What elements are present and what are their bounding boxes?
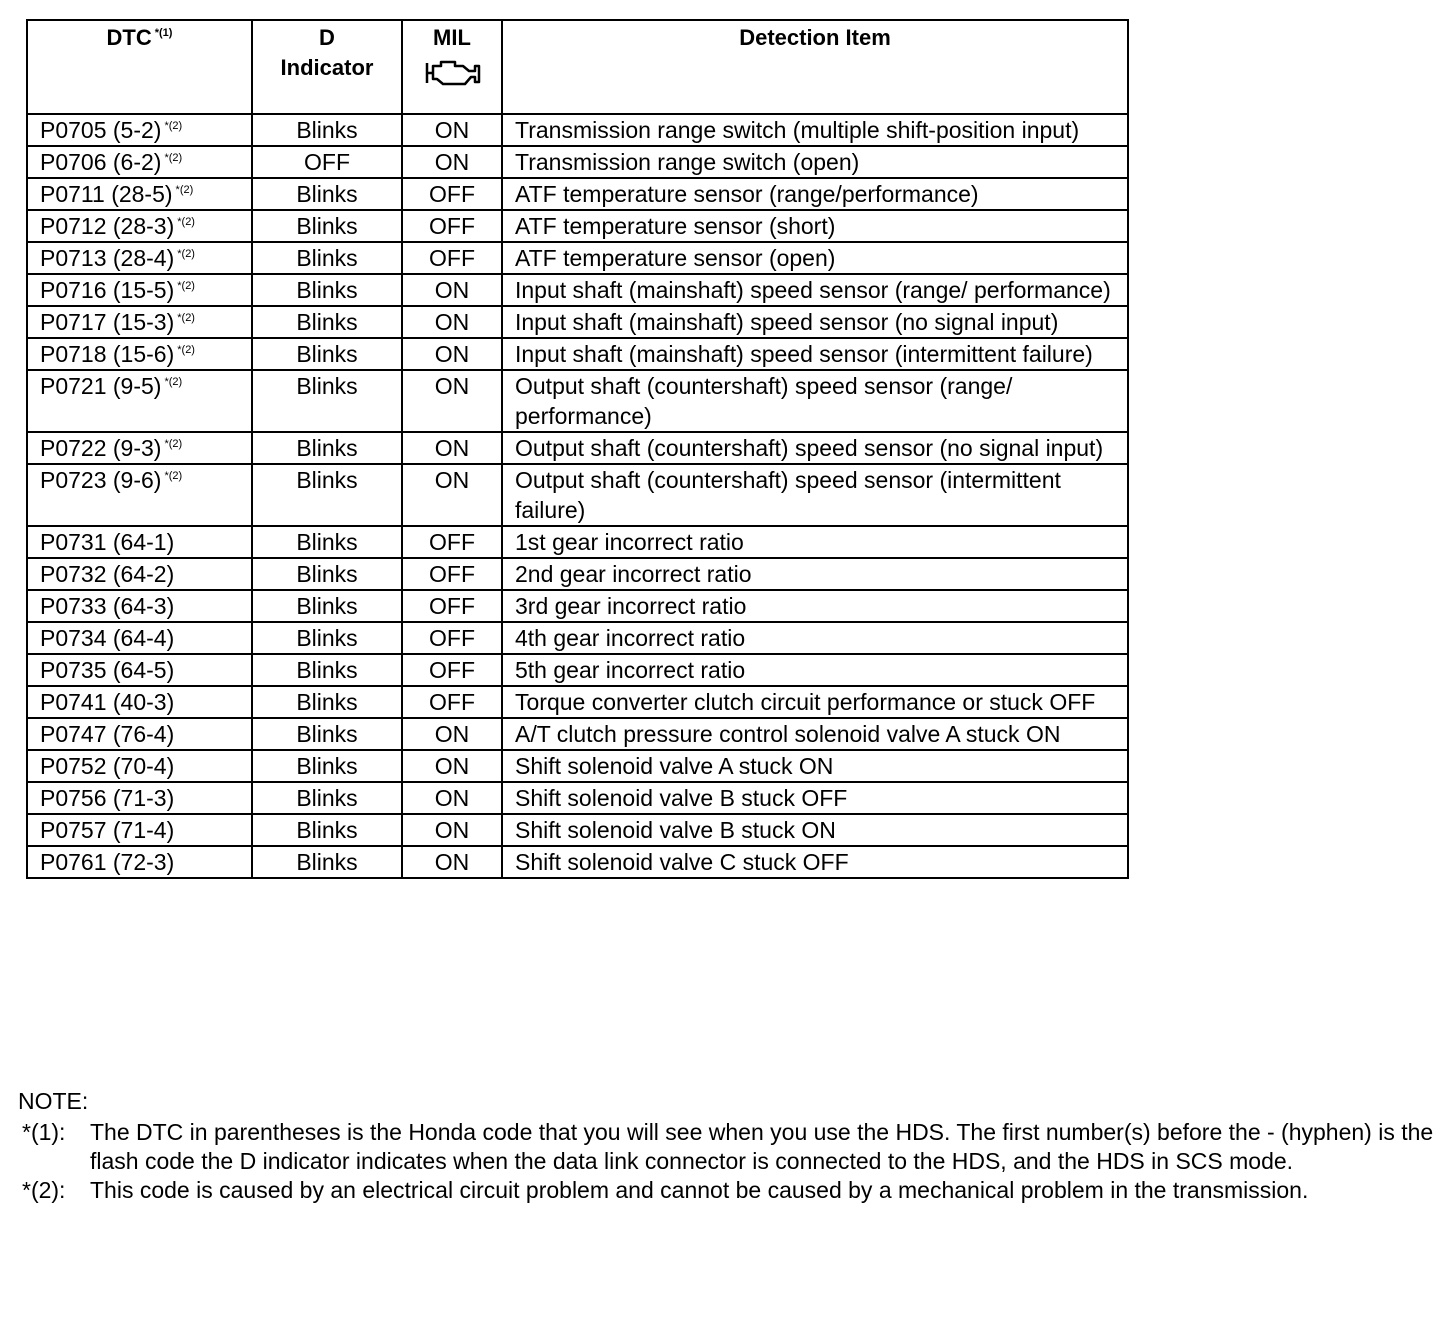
cell-dtc — [27, 210, 252, 242]
dtc-code: P0735 (64-5) — [40, 657, 175, 683]
cell-dtc — [27, 750, 252, 782]
cell-mil: ON — [402, 114, 502, 146]
note-mark: *(1): — [22, 1119, 66, 1145]
dtc-code: P0723 (9-6) — [40, 467, 162, 493]
cell-dtc — [27, 526, 252, 558]
note-mark: *(2): — [22, 1177, 66, 1203]
header-mil-label: MIL — [433, 25, 471, 50]
header-detection-item — [502, 20, 1128, 114]
cell-detection-item: ATF temperature sensor (open) — [502, 242, 1128, 274]
dtc-footnote: *(2) — [177, 216, 195, 228]
header-mil — [402, 20, 502, 114]
cell-d-indicator: OFF — [252, 146, 402, 178]
cell-mil: OFF — [402, 242, 502, 274]
cell-d-indicator: Blinks — [252, 590, 402, 622]
note-text: This code is caused by an electrical circuit problem and cannot be caused by a mechanical problem in the transmission. — [90, 1177, 1309, 1203]
dtc-footnote: *(2) — [164, 152, 183, 164]
dtc-code: P0731 (64-1) — [40, 529, 175, 555]
dtc-code: P0752 (70-4) — [40, 753, 175, 779]
table-header-row — [27, 20, 1128, 114]
dtc-footnote: *(2) — [177, 248, 195, 260]
cell-detection-item: A/T clutch pressure control solenoid valve A stuck ON — [502, 718, 1128, 750]
table-row — [27, 274, 1128, 306]
table-row — [27, 558, 1128, 590]
cell-d-indicator: Blinks — [252, 178, 402, 210]
table-row — [27, 782, 1128, 814]
table-row — [27, 622, 1128, 654]
note-item-2 — [18, 1176, 1438, 1205]
cell-detection-item: Input shaft (mainshaft) speed sensor (range/ performance) — [502, 274, 1128, 306]
cell-mil: ON — [402, 370, 502, 432]
cell-dtc — [27, 558, 252, 590]
note-item-1 — [18, 1118, 1438, 1176]
header-d-indicator — [252, 20, 402, 114]
cell-mil: OFF — [402, 686, 502, 718]
dtc-code: P0741 (40-3) — [40, 689, 175, 715]
dtc-code: P0711 (28-5) — [40, 181, 173, 207]
notes-section — [18, 1086, 1438, 1205]
cell-dtc — [27, 654, 252, 686]
cell-dtc — [27, 274, 252, 306]
table-row — [27, 432, 1128, 464]
cell-mil: ON — [402, 432, 502, 464]
cell-dtc — [27, 370, 252, 432]
cell-mil: ON — [402, 306, 502, 338]
dtc-code: P0722 (9-3) — [40, 435, 162, 461]
dtc-footnote: *(2) — [177, 312, 195, 324]
cell-mil: OFF — [402, 526, 502, 558]
cell-detection-item: ATF temperature sensor (short) — [502, 210, 1128, 242]
cell-detection-item: Shift solenoid valve B stuck ON — [502, 814, 1128, 846]
cell-detection-item: Shift solenoid valve A stuck ON — [502, 750, 1128, 782]
cell-detection-item: Input shaft (mainshaft) speed sensor (no signal input) — [502, 306, 1128, 338]
cell-mil: ON — [402, 464, 502, 526]
header-dtc — [27, 20, 252, 114]
cell-detection-item: 4th gear incorrect ratio — [502, 622, 1128, 654]
dtc-code: P0706 (6-2) — [40, 149, 162, 175]
dtc-footnote: *(2) — [164, 120, 183, 132]
cell-detection-item: Input shaft (mainshaft) speed sensor (intermittent failure) — [502, 338, 1128, 370]
cell-mil: ON — [402, 718, 502, 750]
cell-dtc — [27, 178, 252, 210]
cell-dtc — [27, 718, 252, 750]
cell-detection-item: Shift solenoid valve B stuck OFF — [502, 782, 1128, 814]
cell-d-indicator: Blinks — [252, 306, 402, 338]
cell-d-indicator: Blinks — [252, 750, 402, 782]
table-body — [27, 114, 1128, 878]
cell-dtc — [27, 464, 252, 526]
cell-detection-item: ATF temperature sensor (range/performance) — [502, 178, 1128, 210]
table-row — [27, 178, 1128, 210]
cell-dtc — [27, 432, 252, 464]
cell-dtc — [27, 146, 252, 178]
table-row — [27, 210, 1128, 242]
cell-dtc — [27, 814, 252, 846]
cell-d-indicator: Blinks — [252, 242, 402, 274]
table-row — [27, 750, 1128, 782]
header-d-indicator-line1: D — [319, 25, 335, 50]
cell-d-indicator: Blinks — [252, 274, 402, 306]
cell-d-indicator: Blinks — [252, 432, 402, 464]
table-row — [27, 114, 1128, 146]
dtc-code: P0716 (15-5) — [40, 277, 175, 303]
dtc-footnote: *(2) — [164, 470, 183, 482]
cell-mil: OFF — [402, 210, 502, 242]
table-row — [27, 686, 1128, 718]
cell-dtc — [27, 782, 252, 814]
table-row — [27, 338, 1128, 370]
table-row — [27, 654, 1128, 686]
dtc-code: P0734 (64-4) — [40, 625, 175, 651]
dtc-code: P0733 (64-3) — [40, 593, 175, 619]
cell-mil: ON — [402, 338, 502, 370]
cell-d-indicator: Blinks — [252, 846, 402, 878]
cell-mil: ON — [402, 846, 502, 878]
dtc-footnote: *(2) — [164, 438, 183, 450]
notes-title: NOTE: — [18, 1088, 89, 1114]
cell-mil: OFF — [402, 558, 502, 590]
cell-dtc — [27, 242, 252, 274]
cell-mil: OFF — [402, 178, 502, 210]
cell-detection-item: 3rd gear incorrect ratio — [502, 590, 1128, 622]
table-row — [27, 718, 1128, 750]
cell-detection-item: Output shaft (countershaft) speed sensor (intermittent failure) — [502, 464, 1128, 526]
header-dtc-label: DTC — [106, 25, 152, 50]
dtc-code: P0747 (76-4) — [40, 721, 175, 747]
cell-d-indicator: Blinks — [252, 558, 402, 590]
cell-detection-item: Transmission range switch (multiple shift-position input) — [502, 114, 1128, 146]
dtc-footnote: *(2) — [177, 344, 195, 356]
cell-d-indicator: Blinks — [252, 338, 402, 370]
cell-mil: ON — [402, 274, 502, 306]
cell-mil: ON — [402, 750, 502, 782]
cell-d-indicator: Blinks — [252, 782, 402, 814]
cell-d-indicator: Blinks — [252, 210, 402, 242]
dtc-code: P0717 (15-3) — [40, 309, 175, 335]
cell-mil: OFF — [402, 654, 502, 686]
dtc-code: P0757 (71-4) — [40, 817, 175, 843]
table-row — [27, 306, 1128, 338]
table-row — [27, 590, 1128, 622]
cell-detection-item: 1st gear incorrect ratio — [502, 526, 1128, 558]
dtc-footnote: *(2) — [177, 280, 195, 292]
table-row — [27, 146, 1128, 178]
dtc-code: P0732 (64-2) — [40, 561, 175, 587]
dtc-code: P0718 (15-6) — [40, 341, 175, 367]
header-detection-item-label: Detection Item — [739, 25, 891, 50]
cell-d-indicator: Blinks — [252, 526, 402, 558]
cell-mil: OFF — [402, 590, 502, 622]
cell-detection-item: Torque converter clutch circuit performance or stuck OFF — [502, 686, 1128, 718]
check-engine-icon — [421, 55, 483, 89]
cell-d-indicator: Blinks — [252, 686, 402, 718]
cell-d-indicator: Blinks — [252, 814, 402, 846]
dtc-code: P0761 (72-3) — [40, 849, 175, 875]
cell-mil: ON — [402, 814, 502, 846]
table-row — [27, 370, 1128, 432]
dtc-footnote: *(2) — [175, 184, 194, 196]
cell-detection-item: Output shaft (countershaft) speed sensor (range/ performance) — [502, 370, 1128, 432]
table-row — [27, 814, 1128, 846]
cell-dtc — [27, 590, 252, 622]
dtc-code: P0713 (28-4) — [40, 245, 175, 271]
table-row — [27, 526, 1128, 558]
cell-detection-item: 5th gear incorrect ratio — [502, 654, 1128, 686]
dtc-code: P0705 (5-2) — [40, 117, 162, 143]
dtc-code: P0756 (71-3) — [40, 785, 175, 811]
cell-d-indicator: Blinks — [252, 370, 402, 432]
table-row — [27, 464, 1128, 526]
cell-dtc — [27, 306, 252, 338]
cell-dtc — [27, 846, 252, 878]
cell-dtc — [27, 686, 252, 718]
cell-d-indicator: Blinks — [252, 654, 402, 686]
table-row — [27, 242, 1128, 274]
cell-mil: ON — [402, 146, 502, 178]
cell-mil: OFF — [402, 622, 502, 654]
cell-d-indicator: Blinks — [252, 622, 402, 654]
header-dtc-footnote: *(1) — [154, 27, 173, 39]
cell-detection-item: Output shaft (countershaft) speed sensor (no signal input) — [502, 432, 1128, 464]
cell-dtc — [27, 622, 252, 654]
dtc-code: P0712 (28-3) — [40, 213, 175, 239]
header-d-indicator-line2: Indicator — [280, 55, 374, 80]
dtc-footnote: *(2) — [164, 376, 183, 388]
table-row — [27, 846, 1128, 878]
cell-d-indicator: Blinks — [252, 114, 402, 146]
cell-d-indicator: Blinks — [252, 718, 402, 750]
cell-detection-item: 2nd gear incorrect ratio — [502, 558, 1128, 590]
cell-mil: ON — [402, 782, 502, 814]
cell-dtc — [27, 114, 252, 146]
cell-detection-item: Shift solenoid valve C stuck OFF — [502, 846, 1128, 878]
note-text: The DTC in parentheses is the Honda code that you will see when you use the HDS. The first number(s) before the - (hyphen) is the flash code the D indicator indicates when the data link connector is connected to the HDS, and the HDS in SCS mode. — [90, 1119, 1434, 1174]
dtc-code: P0721 (9-5) — [40, 373, 162, 399]
cell-d-indicator: Blinks — [252, 464, 402, 526]
cell-detection-item: Transmission range switch (open) — [502, 146, 1128, 178]
cell-dtc — [27, 338, 252, 370]
dtc-table — [26, 19, 1129, 879]
